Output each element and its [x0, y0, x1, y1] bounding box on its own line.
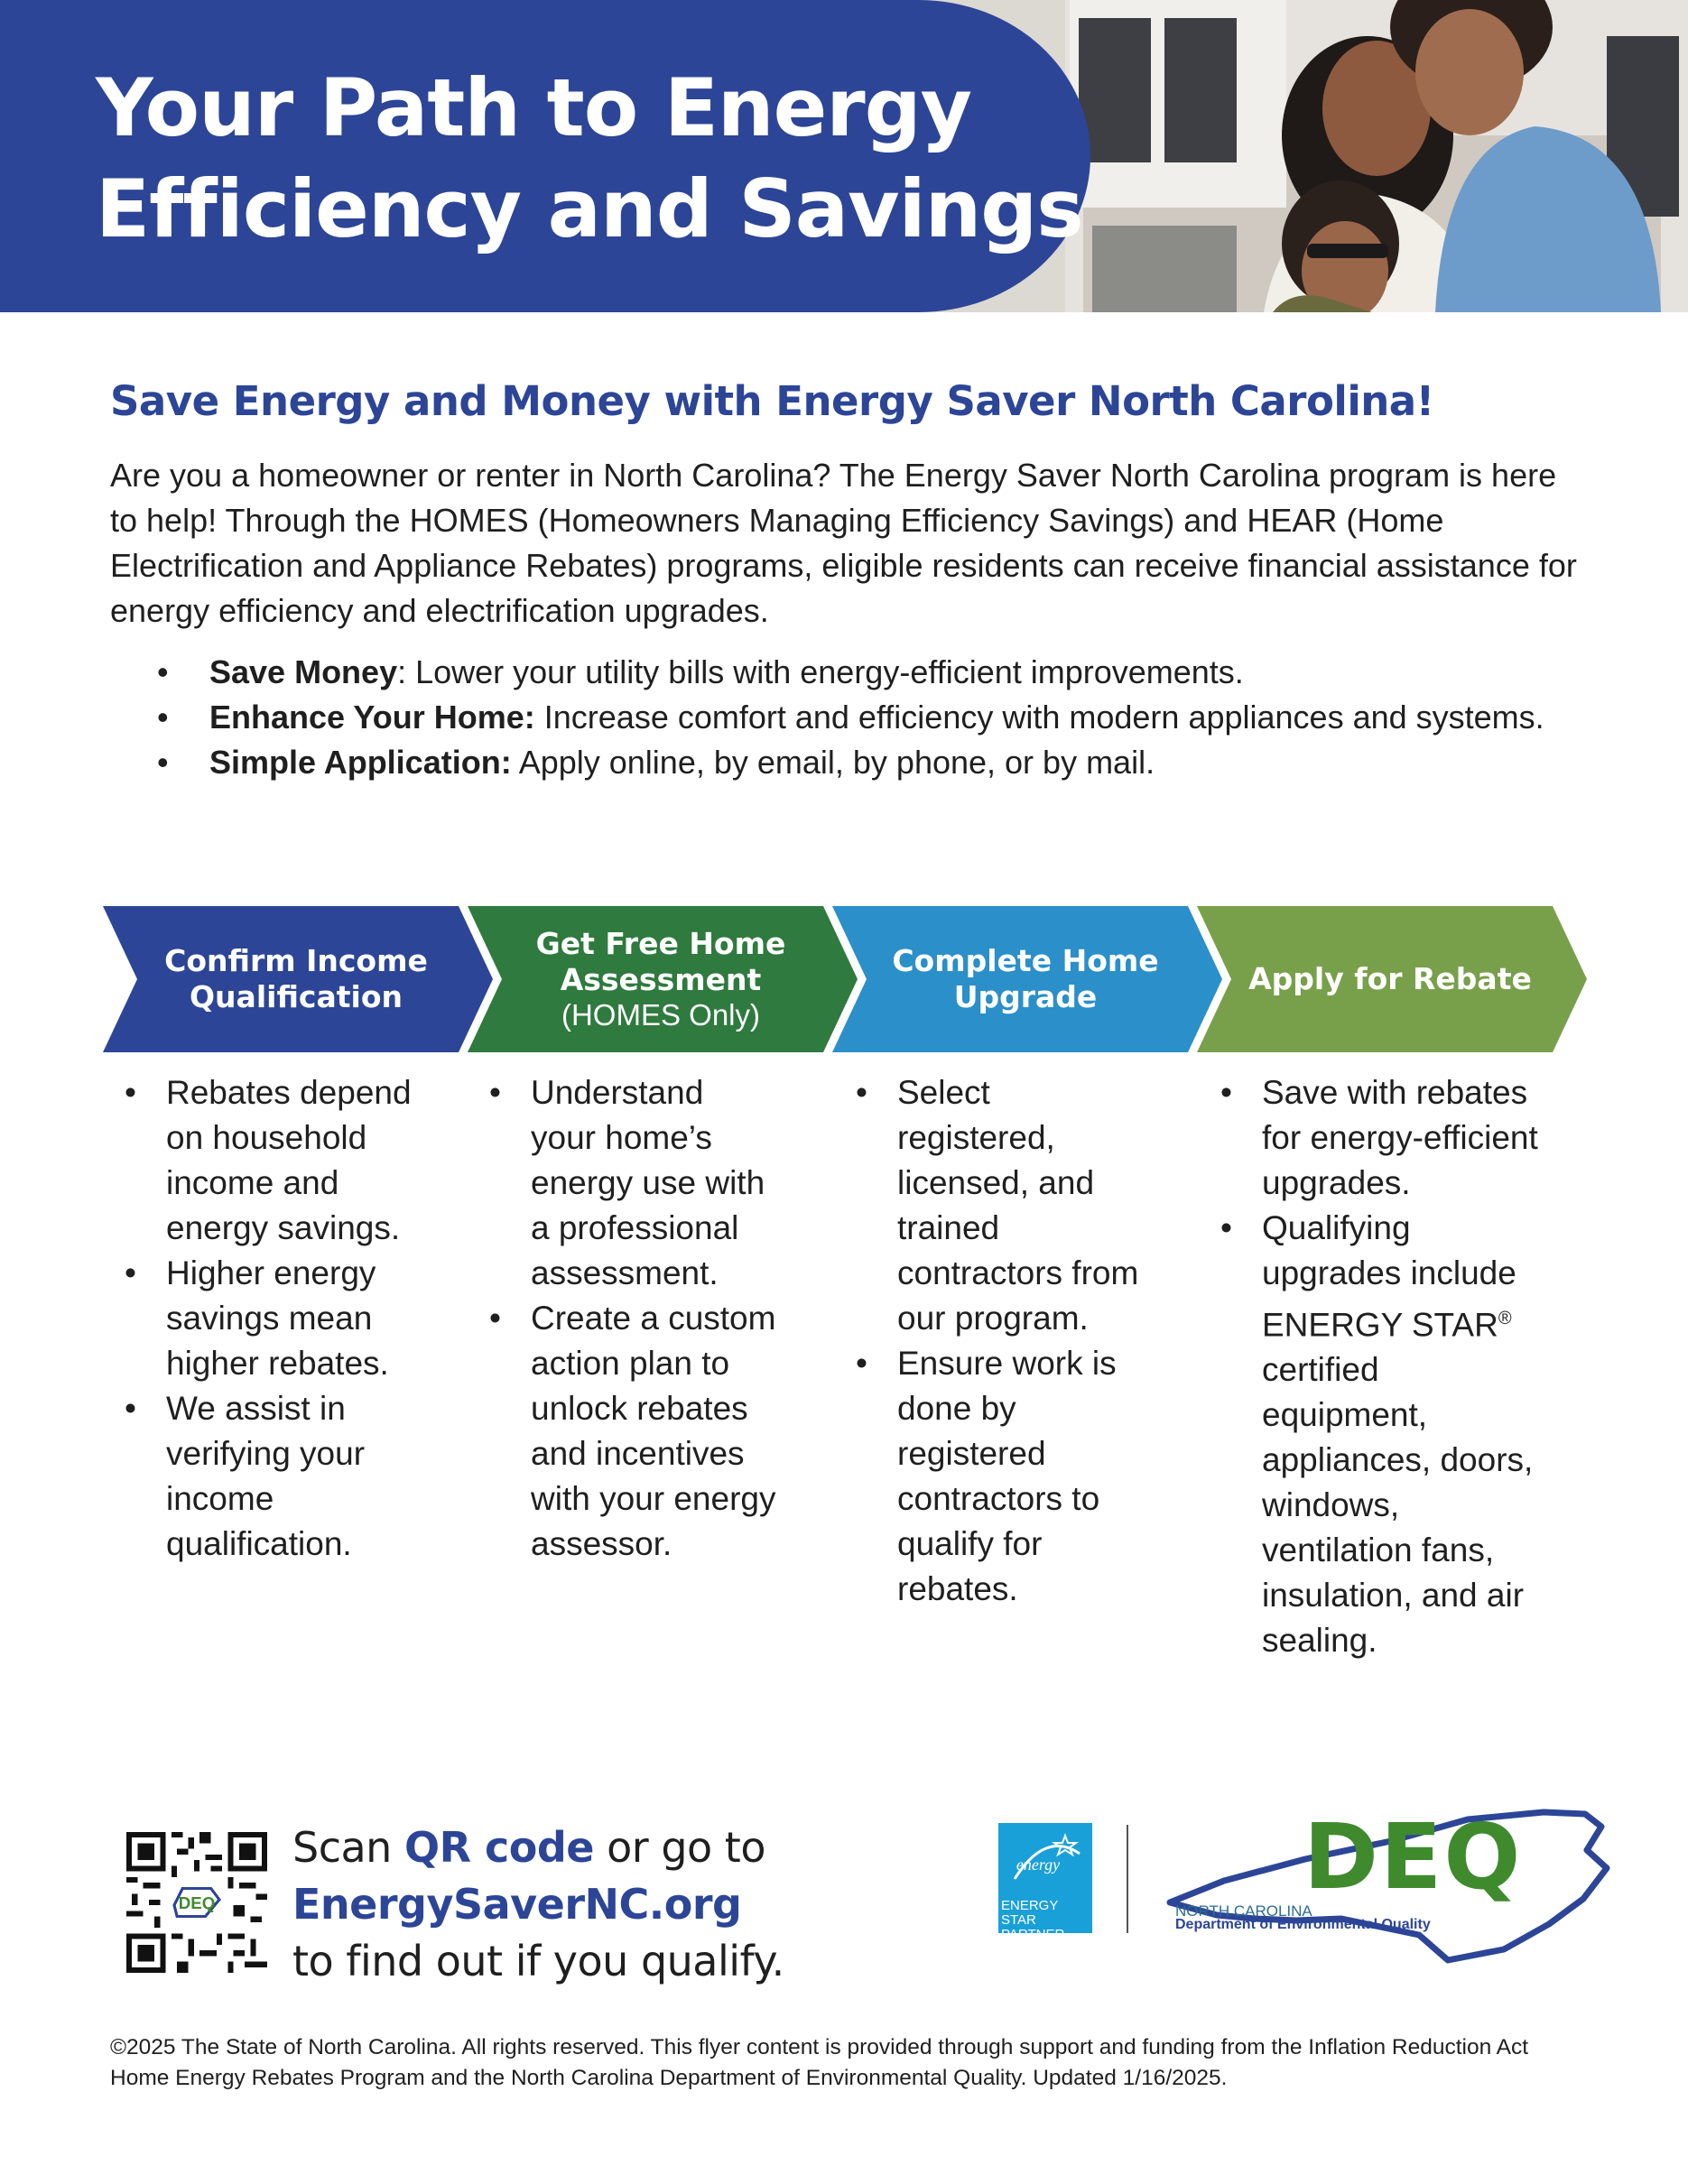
step-1-details: [119, 1070, 480, 1567]
step-label-4: [1229, 906, 1551, 1052]
benefit-term: Simple Application:: [209, 744, 512, 781]
line: higher rebates.: [166, 1345, 389, 1382]
section-subtitle: Save Energy and Money with Energy Saver North Carolina!: [110, 377, 1434, 425]
line: income: [166, 1480, 274, 1517]
line: a professional: [531, 1209, 739, 1246]
benefit-term: Enhance Your Home:: [209, 699, 535, 736]
line: qualification.: [166, 1525, 352, 1562]
line: appliances, doors,: [1262, 1441, 1534, 1479]
list-item: [1215, 1206, 1594, 1663]
line: • Rebates depend: [166, 1074, 412, 1111]
registered-mark: ®: [1498, 1309, 1512, 1328]
benefit-item: [157, 695, 1592, 740]
step-2-line-2: Assessment: [560, 962, 762, 997]
step-2-note: (HOMES Only): [561, 998, 760, 1032]
cta-line-3: to find out if you qualify.: [292, 1937, 784, 1985]
energy-star-icon: [998, 1823, 1092, 1904]
line: verifying your: [166, 1435, 366, 1472]
logo-divider: [1127, 1825, 1128, 1933]
deq-department-label: Department of Environmental Quality: [1175, 1917, 1431, 1932]
line: • Qualifying: [1262, 1209, 1411, 1246]
benefit-text: Increase comfort and efficiency with modern appliances and systems.: [543, 699, 1544, 736]
benefit-separator: :: [397, 653, 416, 690]
line: energy use with: [531, 1164, 765, 1201]
line: • Save with rebates: [1262, 1074, 1528, 1111]
benefit-term: Save Money: [209, 653, 398, 690]
benefit-text: Lower your utility bills with energy-efficient improvements.: [415, 653, 1244, 690]
benefits-list: [157, 650, 1592, 785]
list-item: [119, 1386, 480, 1567]
line: trained: [897, 1209, 1000, 1246]
energy-star-line-1: ENERGY STAR: [1001, 1898, 1059, 1928]
line: with your energy: [531, 1480, 776, 1517]
line: certified: [1262, 1351, 1379, 1389]
list-item: [484, 1296, 845, 1567]
line: our program.: [897, 1300, 1089, 1337]
line: registered: [897, 1435, 1046, 1472]
line: your home’s: [531, 1119, 712, 1156]
energy-star-script: energy: [1016, 1855, 1061, 1874]
line: savings mean: [166, 1300, 373, 1337]
line: on household: [166, 1119, 367, 1156]
line: income and: [166, 1164, 339, 1201]
line: energy savings.: [166, 1209, 401, 1246]
benefit-text: Apply online, by email, by phone, or by mail.: [518, 744, 1155, 781]
cta-goto-text: or go to: [594, 1823, 765, 1872]
title-line-1: Your Path to Energy: [96, 61, 972, 154]
step-2-line-1: Get Free Home: [535, 926, 786, 961]
list-item: [1215, 1070, 1594, 1206]
line: contractors to: [897, 1480, 1100, 1517]
line: and incentives: [531, 1435, 745, 1472]
line: insulation, and air: [1262, 1577, 1525, 1615]
line: windows,: [1262, 1486, 1400, 1524]
line: • Higher energy: [166, 1254, 376, 1291]
line: ventilation fans,: [1262, 1532, 1495, 1569]
line: for energy-efficient: [1262, 1119, 1538, 1156]
cta-qr-text: QR code: [403, 1823, 595, 1872]
energy-star-caption: [1001, 1899, 1091, 1942]
line: assessment.: [531, 1254, 719, 1291]
list-item: [119, 1251, 480, 1386]
call-to-action: [292, 1819, 784, 1990]
title-line-2: Efficiency and Savings: [96, 162, 1083, 255]
step-1-line-2: Qualification: [190, 979, 403, 1014]
energy-star-text: ENERGY STAR: [1262, 1306, 1498, 1344]
line: • Ensure work is: [897, 1345, 1117, 1382]
line: qualify for: [897, 1525, 1043, 1562]
qr-deq-label: DEQ: [178, 1892, 216, 1912]
step-1-line-1: Confirm Income: [164, 943, 428, 978]
line: contractors from: [897, 1254, 1139, 1291]
list-item: [119, 1070, 480, 1251]
line: [1262, 1296, 1594, 1347]
benefit-item: [157, 740, 1592, 785]
line: upgrades.: [1262, 1164, 1411, 1201]
step-4-details: [1215, 1070, 1594, 1663]
line: registered,: [897, 1119, 1055, 1156]
energy-star-line-2: PARTNER: [1001, 1927, 1065, 1942]
line: • We assist in: [166, 1390, 346, 1427]
line: action plan to: [531, 1345, 730, 1382]
line: • Create a custom: [531, 1300, 776, 1337]
line: done by: [897, 1390, 1016, 1427]
step-label-2: [500, 906, 821, 1052]
step-3-line-2: Upgrade: [953, 979, 1098, 1014]
line: licensed, and: [897, 1164, 1095, 1201]
intro-paragraph: Are you a homeowner or renter in North Carolina? The Energy Saver North Carolina program is here to help! Through the HOMES (Homeowners Managing Efficiency Savings) and HEAR (Home Electrification and Appliance Rebates) programs, eligible residents can receive financial assistance for energy efficiency and electrification upgrades.: [110, 457, 1577, 629]
list-item: [850, 1070, 1211, 1341]
line: • Understand: [531, 1074, 704, 1111]
page-title: [96, 58, 1083, 260]
step-4-line-1: Apply for Rebate: [1248, 961, 1532, 996]
deq-logo-text: DEQ: [1303, 1804, 1523, 1910]
line: rebates.: [897, 1570, 1018, 1607]
step-2-details: [484, 1070, 845, 1567]
line: assessor.: [531, 1525, 672, 1562]
deq-state-label: NORTH CAROLINA: [1175, 1902, 1312, 1920]
legal-notice: [110, 2032, 1627, 2094]
step-3-details: [850, 1070, 1211, 1612]
step-label-3: [865, 906, 1186, 1052]
line: upgrades include: [1262, 1254, 1516, 1291]
list-item: [484, 1070, 845, 1296]
legal-line-2: Home Energy Rebates Program and the North Carolina Department of Environmental Quality. Updated 1/16/2025.: [110, 2066, 1228, 2090]
line: equipment,: [1262, 1396, 1428, 1434]
line: sealing.: [1262, 1622, 1377, 1660]
line: unlock rebates: [531, 1390, 748, 1427]
step-label-1: [135, 906, 457, 1052]
benefit-separator: [535, 699, 544, 736]
website-link[interactable]: EnergySaverNC.org: [292, 1880, 742, 1929]
cta-scan-text: Scan: [292, 1823, 404, 1872]
benefit-item: [157, 650, 1592, 695]
step-3-line-1: Complete Home: [892, 943, 1159, 978]
legal-line-1: ©2025 The State of North Carolina. All rights reserved. This flyer content is provided through support and funding from the Inflation Reduction Act: [110, 2035, 1529, 2059]
header-banner: [0, 0, 1688, 312]
list-item: [850, 1341, 1211, 1612]
line: • Select: [897, 1074, 990, 1111]
benefit-separator: [512, 744, 519, 781]
qr-code[interactable]: [126, 1832, 267, 1973]
cta-line-1: [292, 1819, 784, 1876]
